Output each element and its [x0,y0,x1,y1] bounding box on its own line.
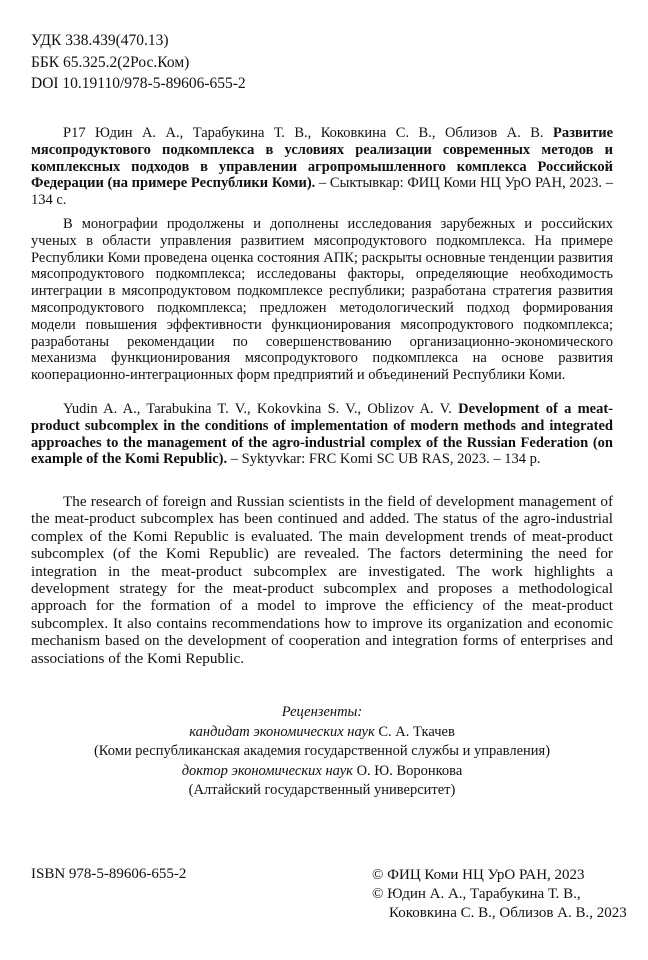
russian-abstract: В монографии продолжены и дополнены исследования зарубежных и российских ученых в области управления развитием мясопродуктового подкомплекса. На примере Республики Коми проведена оценка состояния АПК; раскрыты основные тенденции развития мясопродуктового подкомплекса; исследованы факторы, определяющие необходимость интеграции в мясопродуктовом подкомплексе республики; разработана стратегия развития мясопродуктового подкомплекса; предложен методологический подход формирования модели повышения эффективности функционирования мясопродуктового подкомплекса; разработаны рекомендации по совершенствованию организационно-экономического механизма функционирования мясопродуктового подкомплекса на основе развития кооперационно-интеграционных форм предприятий и объединений Республики Коми. [31,216,613,384]
udk-code: УДК 338.439(470.13) [31,32,169,49]
isbn: ISBN 978-5-89606-655-2 [31,866,187,882]
library-code: Р17 [63,125,86,141]
english-abstract: The research of foreign and Russian scientists in the field of development management of the meat-product subcomplex has been continued and added. The status of the agro-industrial complex of the Komi Republic is evaluated. The main development trends of meat-product subcomplex (of the Komi Republic) are revealed. The factors determining the need for integration in the meat-product subcomplex are investigated. The work highlights a development strategy for the meat-product subcomplex and proposes a methodological approach for the formation of a model to improve the efficiency of the meat-product subcomplex. It also contains recommendations how to improve its organization and economic mechanism based on the development of cooperation and integration forms of enterprises and associations of the Komi Republic. [31,493,613,667]
english-citation [31,401,613,468]
doi-code: DOI 10.19110/978-5-89606-655-2 [31,75,246,92]
english-title: Development of a meat-product subcomplex in the conditions of implementation of modern methods and integrated approaches to the management of the agro-industrial complex of the Russian Federation (on example of the Komi Republic). [31,401,614,468]
copyright-authors-line-2: Коковкина С. В., Облизов А. В., 2023 [389,905,627,921]
reviewer-2-name: О. Ю. Воронкова [356,762,463,779]
reviewer-2-degree: доктор экономических наук [181,762,353,779]
reviewer-1-organization: (Коми республиканская академия государственной службы и управления) [93,743,551,759]
bbk-code: ББК 65.325.2(2Рос.Ком) [31,53,190,71]
copyright-block [372,866,627,923]
russian-citation [31,125,613,209]
reviewer-1-name: С. А. Ткачев [378,723,455,740]
reviewers-heading: Рецензенты: [281,704,363,720]
reviewer-2-organization: (Алтайский государственный университет) [188,782,456,798]
russian-title: Развитие мясопродуктового подкомплекса в условиях реализации современных методов и комплексных подходов в управлении агропромышленного комплекса Российской Федерации (на примере Республики Коми). [31,125,614,192]
copyright-authors-line-1: © Юдин А. А., Тарабукина Т. В., [372,886,581,902]
reviewer-1-degree: кандидат экономических наук [189,723,375,740]
reviewers-section [31,703,613,801]
russian-authors: Юдин А. А., Тарабукина Т. В., Коковкина С. В., Облизов А. В. [95,125,544,141]
english-authors: Yudin A. A., Tarabukina T. V., Kokovkina S. V., Oblizov A. V. [63,401,452,417]
copyright-organization: © ФИЦ Коми НЦ УрО РАН, 2023 [372,867,585,883]
english-imprint: – Syktyvkar: FRC Komi SC UB RAS, 2023. – 134 p. [230,451,541,468]
classification-codes [31,30,246,95]
russian-imprint: – Сыктывкар: ФИЦ Коми НЦ УрО РАН, 2023. – 134 с. [31,175,613,209]
